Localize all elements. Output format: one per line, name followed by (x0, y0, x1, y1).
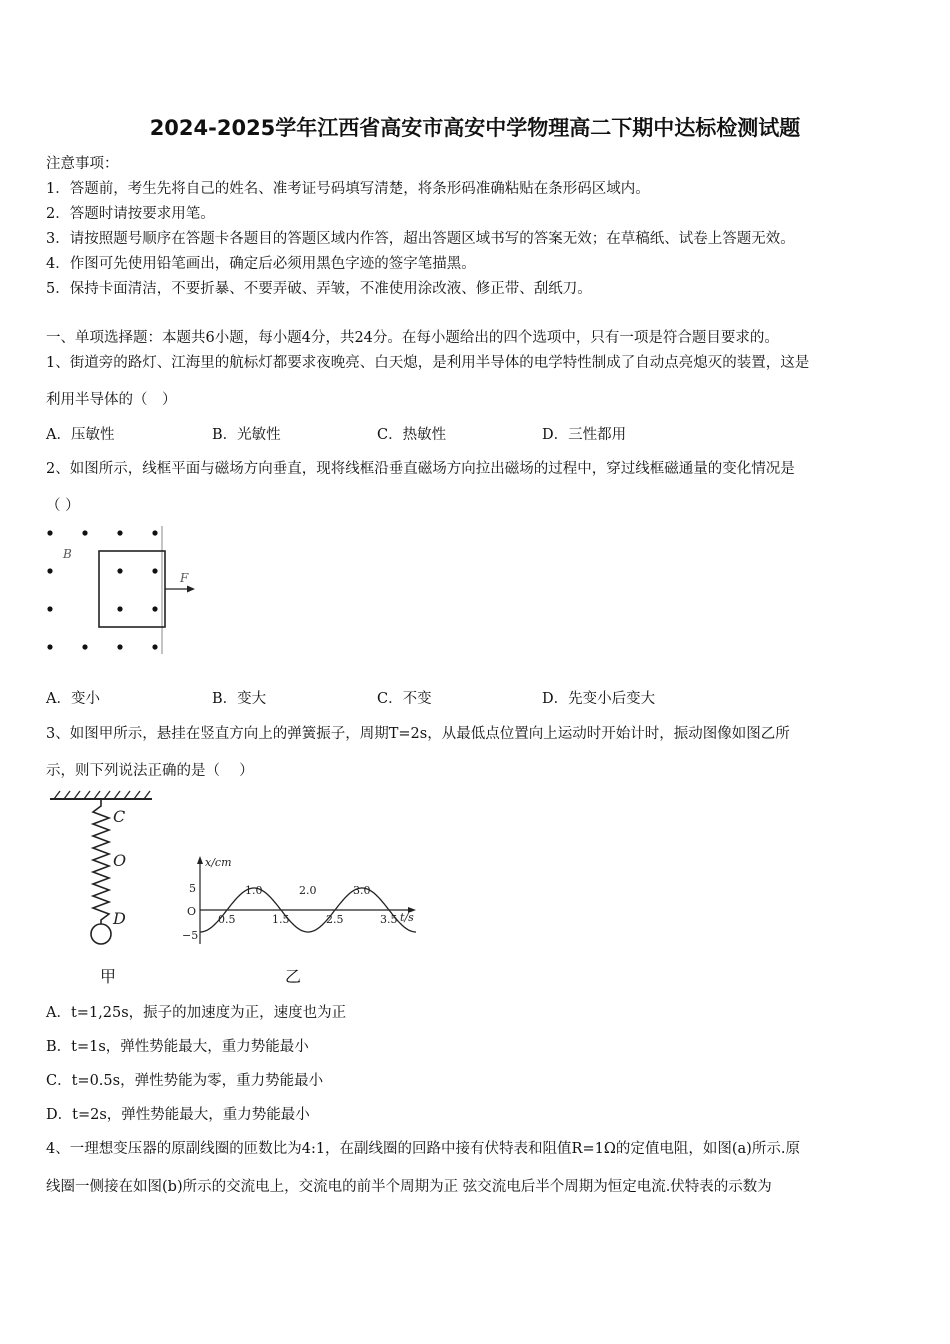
question-3-stem-cont: 示，则下列说法正确的是（ ） (46, 763, 254, 779)
y-tick-label: 5 (189, 882, 196, 895)
notice-item: 3．请按照题号顺序在答题卡各题目的答题区域内作答，超出答题区域书写的答案无效；在草稿纸、试卷上答题无效。 (46, 231, 795, 247)
x-tick-label: 3.5 (380, 913, 398, 926)
question-4-stem-cont: 线圈一侧接在如图(b)所示的交流电上，交流电的前半个周期为正 弦交流电后半个周期为恒定电流.伏特表的示数为 (46, 1179, 772, 1195)
magnetic-field-figure (40, 522, 210, 662)
y-axis-arrowhead (197, 856, 203, 864)
option-d: D．三性都用 (542, 427, 627, 443)
option-c: C．不变 (377, 691, 432, 707)
option-b: B．光敏性 (212, 427, 281, 443)
ceiling-hatch (54, 791, 150, 799)
x-tick-label: 0.5 (218, 913, 236, 926)
page-title: 2024-2025学年江西省高安市高安中学物理高二下期中达标检测试题 (149, 116, 801, 140)
notice-item: 5．保持卡面清洁，不要折暴、不要弄破、弄皱，不准使用涂改液、修正带、刮纸刀。 (46, 281, 592, 297)
notice-item: 4．作图可先使用铅笔画出，确定后必须用黑色字迹的签字笔描黑。 (46, 256, 476, 272)
spring-bob (91, 924, 111, 944)
x-tick-label: 2.5 (326, 913, 344, 926)
y-tick-label: −5 (182, 929, 199, 942)
option-d: D．先变小后变大 (542, 691, 656, 707)
question-3-option-b: B．t=1s，弹性势能最大，重力势能最小 (46, 1039, 309, 1055)
spring-label-o: O (113, 851, 127, 870)
figure-caption-left: 甲 (100, 967, 117, 986)
question-1-stem: 1、街道旁的路灯、江海里的航标灯都要求夜晚亮、白天熄，是利用半导体的电学特性制成了自动点亮熄灭的装置，这是 (46, 355, 810, 371)
force-label: F (180, 571, 189, 585)
figure-caption-right: 乙 (285, 967, 302, 986)
spring-label-d: D (113, 909, 126, 928)
x-tick-label: 2.0 (299, 884, 317, 897)
question-3-option-c: C．t=0.5s，弹性势能为零，重力势能最小 (46, 1073, 324, 1089)
origin-label: O (187, 905, 197, 918)
option-a: A．变小 (46, 691, 100, 707)
spring-label-c: C (113, 807, 126, 826)
question-1-stem-cont: 利用半导体的（ ） (46, 392, 177, 408)
question-3-option-a: A．t=1,25s，振子的加速度为正，速度也为正 (46, 1005, 347, 1021)
x-tick-label: 1.5 (272, 913, 290, 926)
question-4-stem: 4、一理想变压器的原副线圈的匝数比为4:1，在副线圈的回路中接有伏特表和阻值R=1Ω的定值电阻，如图(a)所示.原 (46, 1141, 800, 1157)
question-3-option-d: D．t=2s，弹性势能最大，重力势能最小 (46, 1107, 310, 1123)
x-tick-label: 3.0 (353, 884, 371, 897)
option-b: B．变大 (212, 691, 267, 707)
question-2-stem-cont: （ ） (46, 498, 80, 514)
force-arrowhead (187, 586, 195, 593)
spring-oscillator-figure (46, 788, 161, 948)
option-a: A．压敏性 (46, 427, 115, 443)
wire-frame (99, 551, 165, 627)
section-heading: 一、单项选择题：本题共6小题，每小题4分，共24分。在每小题给出的四个选项中，只有一项是符合题目要求的。 (46, 330, 779, 346)
spring (93, 799, 109, 924)
y-axis-label: x/cm (205, 856, 232, 869)
question-3-stem: 3、如图甲所示，悬挂在竖直方向上的弹簧振子，周期T=2s，从最低点位置向上运动时开始计时，振动图像如图乙所 (46, 726, 790, 742)
option-c: C．热敏性 (377, 427, 447, 443)
notice-heading: 注意事项： (46, 156, 119, 172)
notice-item: 1．答题前，考生先将自己的姓名、准考证号码填写清楚，将条形码准确粘贴在条形码区域内。 (46, 181, 650, 197)
vibration-graph (180, 852, 430, 952)
x-tick-label: 1.0 (245, 884, 263, 897)
notice-item: 2．答题时请按要求用笔。 (46, 206, 215, 222)
x-axis-label: t/s (400, 911, 414, 924)
field-label: B (63, 547, 72, 561)
question-2-stem: 2、如图所示，线框平面与磁场方向垂直，现将线框沿垂直磁场方向拉出磁场的过程中，穿过线框磁通量的变化情况是 (46, 461, 795, 477)
